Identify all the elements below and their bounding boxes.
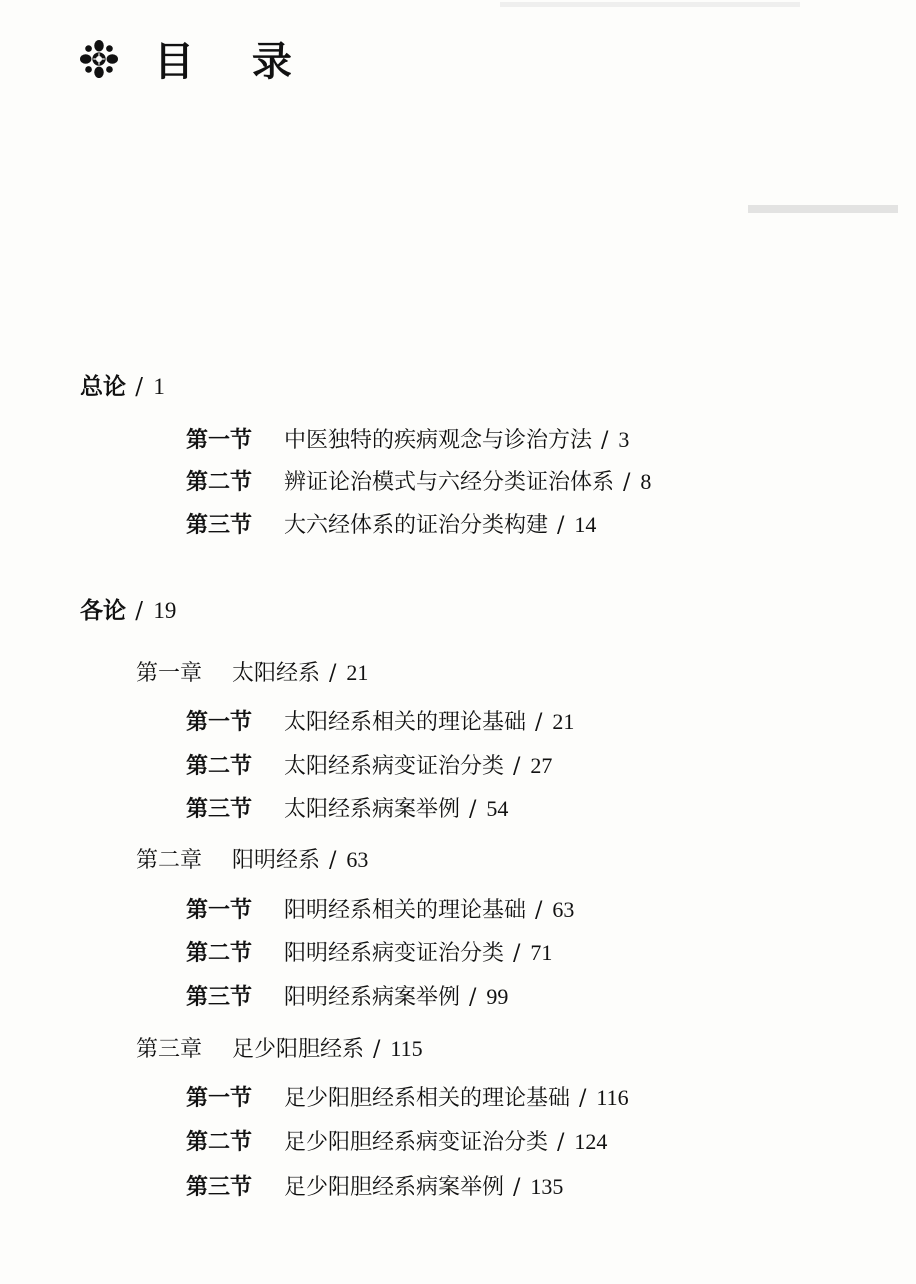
toc-header (80, 30, 314, 87)
section-number: 第一节 (186, 427, 253, 453)
chapter-title: 阳明经系 (232, 848, 321, 873)
section-number: 第一节 (186, 709, 253, 735)
section-title: 阳明经系病案举例 (284, 985, 461, 1010)
section-number: 第一节 (186, 897, 253, 923)
section-number: 第二节 (186, 469, 253, 495)
page-number: 19 (153, 598, 177, 623)
toc-part[interactable]: 各论 / 19 (80, 598, 177, 624)
chapter-title: 足少阳胆经系 (232, 1037, 365, 1062)
toc-section[interactable]: 第三节 阳明经系病案举例 / 99 (186, 984, 509, 1010)
section-number: 第一节 (186, 1085, 253, 1111)
section-title: 足少阳胆经系相关的理论基础 (284, 1086, 571, 1111)
part-title: 各论 (80, 598, 126, 624)
chapter-number: 第一章 (136, 661, 203, 686)
page-number: 27 (530, 753, 553, 778)
toc-chapter[interactable]: 第三章 足少阳胆经系 / 115 (136, 1034, 423, 1065)
toc-section[interactable]: 第一节 中医独特的疾病观念与诊治方法 / 3 (186, 427, 630, 453)
toc-section[interactable]: 第一节 太阳经系相关的理论基础 / 21 (186, 709, 575, 735)
page-number: 14 (574, 512, 597, 537)
section-title: 太阳经系病变证治分类 (284, 754, 505, 779)
toc-section[interactable]: 第二节 太阳经系病变证治分类 / 27 (186, 753, 553, 779)
section-number: 第三节 (186, 512, 253, 538)
section-title: 大六经体系的证治分类构建 (284, 513, 549, 538)
chapter-number: 第三章 (136, 1037, 203, 1062)
page-number: 99 (486, 984, 509, 1009)
page-number: 115 (390, 1036, 423, 1061)
section-number: 第三节 (186, 796, 253, 822)
page-number: 1 (153, 374, 165, 399)
section-number: 第二节 (186, 940, 253, 966)
page-number: 135 (530, 1174, 564, 1199)
toc-section[interactable]: 第一节 阳明经系相关的理论基础 / 63 (186, 897, 575, 923)
section-number: 第三节 (186, 1174, 253, 1200)
section-title: 阳明经系病变证治分类 (284, 941, 505, 966)
section-number: 第二节 (186, 753, 253, 779)
scan-noise (500, 2, 800, 7)
chapter-title: 太阳经系 (232, 661, 321, 686)
page-number: 21 (552, 709, 575, 734)
toc-section[interactable]: 第一节 足少阳胆经系相关的理论基础 / 116 (186, 1085, 629, 1111)
flower-ornament-icon (80, 40, 118, 78)
section-number: 第三节 (186, 984, 253, 1010)
section-title: 阳明经系相关的理论基础 (284, 898, 527, 923)
toc-section[interactable]: 第三节 太阳经系病案举例 / 54 (186, 796, 509, 822)
section-title: 太阳经系病案举例 (284, 797, 461, 822)
page-number: 63 (346, 847, 369, 872)
page-title: 目 录 (154, 39, 314, 85)
page-number: 3 (618, 427, 630, 452)
chapter-number: 第二章 (136, 848, 203, 873)
toc-part[interactable]: 总论 / 1 (80, 374, 165, 400)
section-number: 第二节 (186, 1129, 253, 1155)
page-number: 63 (552, 897, 575, 922)
page-number: 124 (574, 1129, 608, 1154)
toc-section[interactable]: 第二节 辨证论治模式与六经分类证治体系 / 8 (186, 469, 652, 495)
page-number: 8 (640, 469, 652, 494)
section-title: 足少阳胆经系病案举例 (284, 1175, 505, 1200)
section-title: 中医独特的疾病观念与诊治方法 (284, 428, 593, 453)
page-number: 54 (486, 796, 509, 821)
page-number: 116 (596, 1085, 629, 1110)
toc-chapter[interactable]: 第二章 阳明经系 / 63 (136, 845, 368, 876)
section-title: 辨证论治模式与六经分类证治体系 (284, 470, 615, 495)
section-title: 足少阳胆经系病变证治分类 (284, 1130, 549, 1155)
part-title: 总论 (80, 374, 126, 400)
scan-noise (748, 205, 898, 213)
toc-section[interactable]: 第三节 大六经体系的证治分类构建 / 14 (186, 512, 597, 538)
section-title: 太阳经系相关的理论基础 (284, 710, 527, 735)
toc-section[interactable]: 第二节 阳明经系病变证治分类 / 71 (186, 940, 553, 966)
toc-section[interactable]: 第三节 足少阳胆经系病案举例 / 135 (186, 1174, 564, 1200)
page-number: 21 (346, 660, 369, 685)
page-number: 71 (530, 940, 553, 965)
toc-chapter[interactable]: 第一章 太阳经系 / 21 (136, 658, 368, 689)
toc-section[interactable]: 第二节 足少阳胆经系病变证治分类 / 124 (186, 1129, 608, 1155)
